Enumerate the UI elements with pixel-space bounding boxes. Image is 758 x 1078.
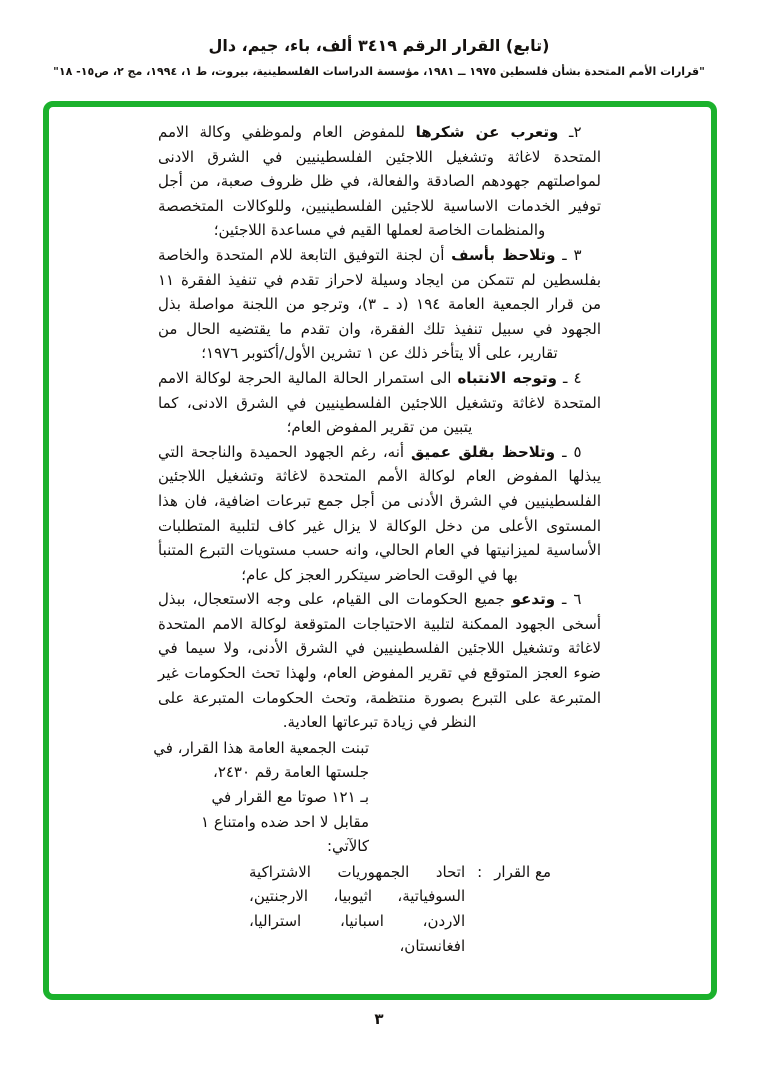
resolution-paragraph-2	[158, 120, 601, 243]
content-frame	[43, 101, 717, 1000]
paragraph-number: ٣ ـ	[555, 245, 582, 264]
paragraph-lead: وتوجه الانتباه	[457, 368, 557, 387]
adoption-note	[153, 736, 369, 859]
resolution-text	[153, 120, 601, 958]
paragraph-number: ٤ ـ	[556, 368, 582, 387]
page-number: ٣	[374, 1010, 384, 1028]
source-citation: "قرارات الأمم المتحدة بشأن فلسطين ١٩٧٥ ــ ١٩٨١، مؤسسة الدراسات الفلسطينية، بيروت، ط ١، ١٩٩٤، مج ٢، ص١٥- ١٨"	[53, 65, 705, 78]
vote-with-row	[249, 860, 551, 958]
adoption-line: كالآتي:	[327, 837, 369, 856]
resolution-paragraph-5	[158, 440, 601, 588]
paragraph-body: جميع الحكومات الى القيام، على وجه الاستعجال، ببذل أسخى الجهود الممكنة لتلبية الاحتياجات المتوقعة لوكالة الامم المتحدة لاغاثة وتشغيل اللاجئين الفلسطينيين في الشرق الأدنى، ولا سيما في ضوء العجز المتوقع في تقرير المفوض العام، ولهذا تحث الحكومات غير المتبرعة على التبرع بصورة منتظمة، وتحث الحكومات المتبرعة على النظر في زيادة تبرعاتها العادية.	[158, 590, 601, 732]
vote-with-label: مع القرار	[494, 862, 551, 881]
page-title: (تابع) القرار الرقم ٣٤١٩ ألف، باء، جيم، دال	[208, 36, 550, 55]
adoption-line: تبنت الجمعية العامة هذا القرار، في	[153, 738, 369, 757]
resolution-paragraph-3	[158, 243, 601, 366]
vote-colon: :	[477, 862, 483, 881]
adoption-line: جلستها العامة رقم ٢٤٣٠،	[212, 763, 369, 782]
paragraph-number: ٥ ـ	[555, 442, 582, 461]
paragraph-body: أنه، رغم الجهود الحميدة والناجحة التي يبذلها المفوض العام لوكالة الأمم المتحدة لاغاثة وتشغيل اللاجئين الفلسطينيين في الشرق الأدنى من أجل جمع تبرعات اضافية، فان هذا المستوى الأعلى من دخل الوكالة لا يزال غير كاف لتلبية المتطلبات الأساسية لميزانيتها في العام الحالي، وانه حسب مستويات التبرع المتنبأ بها في الوقت الحاضر سيتكرر العجز كل عام؛	[158, 442, 601, 584]
resolution-paragraph-4	[158, 366, 601, 440]
document-header	[0, 36, 758, 78]
paragraph-body: للمفوض العام ولموظفي وكالة الامم المتحدة لاغاثة وتشغيل اللاجئين الفلسطينيين في الشرق الادنى لمواصلتهم جهودهم الصادقة والفعالة، في ظل ظروف صعبة، من أجل توفير الخدمات الاساسية للاجئين الفلسطينيين، وللوكالات المتخصصة والمنظمات الخاصة لعملها القيم في مساعدة اللاجئين؛	[158, 123, 601, 240]
paragraph-body: الى استمرار الحالة المالية الحرجة لوكالة الامم المتحدة لاغاثة وتشغيل اللاجئين الفلسطينيين في الشرق الادنى، كما يتبين من تقرير المفوض العام؛	[158, 368, 601, 437]
paragraph-lead: وتدعو	[511, 590, 556, 609]
paragraph-body: أن لجنة التوفيق التابعة للام المتحدة والخاصة بفلسطين لم تتمكن من ايجاد وسيلة لاحراز تقدم في تنفيذ الفقرة ١١ من قرار الجمعية العامة ١٩٤ (د ـ ٣)، وترجو من اللجنة مواصلة بذل الجهود في سبيل تنفيذ تلك الفقرة، وان تقدم ما يقتضيه الحال من تقارير، على ألا يتأخر ذلك عن ١ تشرين الأول/أكتوبر ١٩٧٦؛	[158, 245, 601, 363]
paragraph-lead: وتعرب عن شكرها	[415, 123, 559, 141]
adoption-line: بـ ١٢١ صوتا مع القرار في	[211, 788, 369, 807]
paragraph-number: ٢ـ	[558, 123, 582, 141]
paragraph-number: ٦ ـ	[555, 590, 582, 609]
resolution-paragraph-6	[158, 587, 601, 735]
paragraph-lead: وتلاحظ بأسف	[451, 245, 556, 264]
adoption-line: مقابل لا احد ضده وامتناع ١	[201, 812, 369, 831]
paragraph-lead: وتلاحظ بقلق عميق	[411, 442, 556, 461]
vote-with-countries: اتحاد الجمهوريات الاشتراكية السوفياتية، اثيوبيا، الارجنتين، الاردن، اسبانيا، استراليا، افغانستان،	[249, 862, 466, 955]
